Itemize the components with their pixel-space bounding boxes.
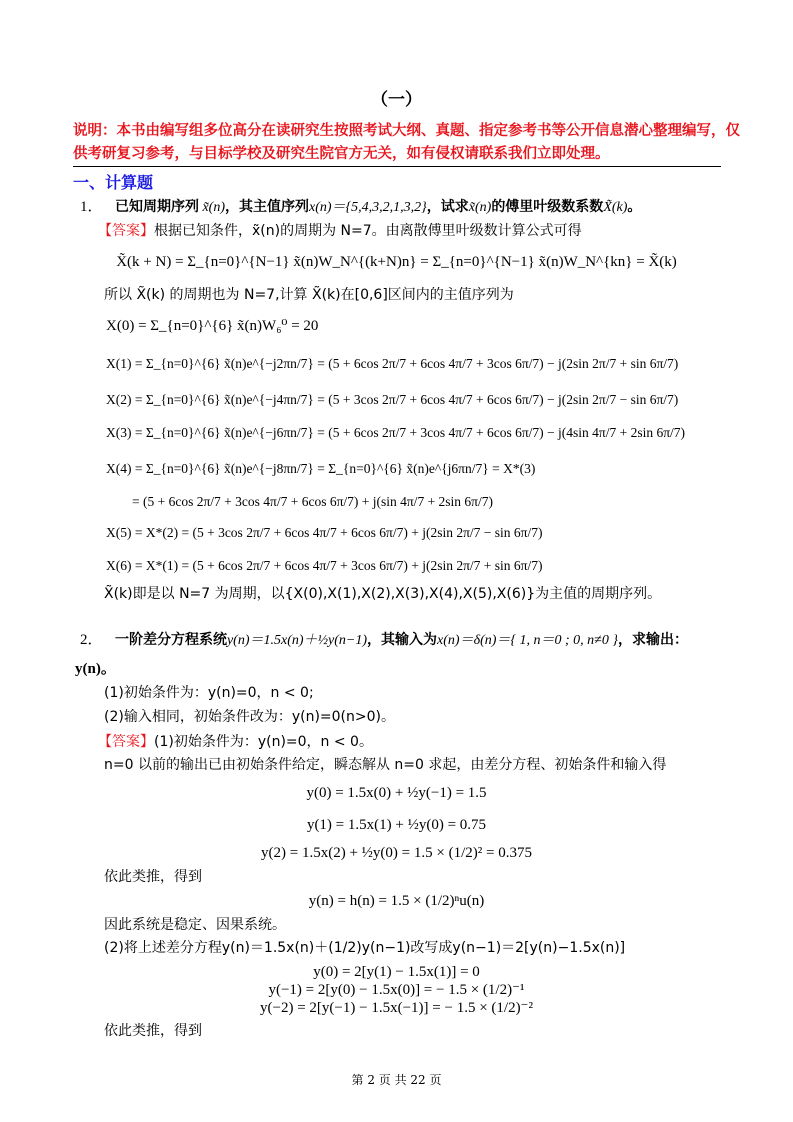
- answer-tag: 【答案】: [98, 223, 154, 239]
- answer-text: (1)初始条件为：y(n)=0，n < 0。: [154, 734, 373, 750]
- q2-text: ，其输入为: [367, 632, 438, 648]
- q1-math: x̃(n): [198, 200, 226, 215]
- equation: y(1) = 1.5x(1) + ½y(0) = 0.75: [306, 817, 487, 833]
- equation: y(−2) = 2[y(−1) − 1.5x(−1)] = − 1.5 × (1/2)⁻²: [260, 1000, 533, 1016]
- paragraph: n=0 以前的输出已由初始条件给定，瞬态解从 n=0 求起，由差分方程、初始条件和输入得: [104, 757, 667, 773]
- q1-text: ，试求: [426, 199, 469, 215]
- paragraph: (2)将上述差分方程y(n)＝1.5x(n)＋(1/2)y(n−1)改写成y(n−1)＝2[y(n)−1.5x(n)]: [104, 940, 626, 956]
- question-1: [80, 197, 641, 218]
- equation: X(5) = X*(2) = (5 + 3cos 2π/7 + 6cos 4π/7 + 6cos 6π/7) + j(2sin 2π/7 − sin 6π/7): [106, 525, 543, 540]
- section-heading: 一、计算题: [73, 173, 154, 192]
- paragraph: X̃(k)即是以 N=7 为周期，以{X(0),X(1),X(2),X(3),X(4),X(5),X(6)}为主值的周期序列。: [104, 586, 662, 602]
- equation: y(n) = h(n) = 1.5 × (1/2)ⁿu(n): [308, 893, 485, 909]
- paragraph: (1)初始条件为：y(n)=0，n < 0;: [104, 685, 314, 701]
- page-title: （一）: [371, 90, 422, 110]
- equation: X(3) = Σ_{n=0}^{6} x̃(n)e^{−j6πn/7} = (5 + 6cos 2π/7 + 3cos 4π/7 + 6cos 6π/7) − j(4sin 4π/7 + 2sin 6π/7): [106, 425, 686, 440]
- q1-answer: [98, 221, 582, 241]
- q1-math: X̃(k): [603, 200, 628, 215]
- answer-tag: 【答案】: [98, 734, 154, 750]
- paragraph: 依此类推，得到: [104, 869, 202, 885]
- notice-line-2: 供考研复习参考，与目标学校及研究生院官方无关，如有侵权请联系我们立即处理。: [73, 146, 610, 162]
- equation: = (5 + 6cos 2π/7 + 3cos 4π/7 + 6cos 6π/7) + j(sin 4π/7 + 2sin 6π/7): [132, 494, 493, 509]
- equation: X(1) = Σ_{n=0}^{6} x̃(n)e^{−j2πn/7} = (5 + 6cos 2π/7 + 6cos 4π/7 + 3cos 6π/7) − j(2sin 2π/7 + sin 6π/7): [106, 356, 679, 371]
- q2-answer: [98, 732, 373, 752]
- equation: X(4) = Σ_{n=0}^{6} x̃(n)e^{−j8πn/7} = Σ_{n=0}^{6} x̃(n)e^{j6πn/7} = X*(3): [106, 461, 536, 476]
- q2-text: y(n)。: [75, 661, 116, 677]
- q1-text: 。: [627, 199, 642, 215]
- paragraph: 依此类推，得到: [104, 1023, 202, 1039]
- q2-math: x(n)＝δ(n)＝{ 1, n＝0 ; 0, n≠0 }: [437, 633, 618, 648]
- question-number: 1．: [80, 199, 103, 215]
- q1-text: ，其主值序列: [225, 199, 310, 215]
- q1-math: x(n)＝{5,4,3,2,1,3,2}: [309, 200, 427, 215]
- equation: X(2) = Σ_{n=0}^{6} x̃(n)e^{−j4πn/7} = (5 + 3cos 2π/7 + 6cos 4π/7 + 6cos 6π/7) − j(2sin 2π/7 − sin 6π/7): [106, 392, 679, 407]
- q1-text: 已知周期序列: [114, 199, 199, 215]
- paragraph: 所以 X̃(k) 的周期也为 N=7,计算 X̃(k)在[0,6]区间内的主值序列为: [104, 287, 514, 303]
- equation: X(0) = Σ_{n=0}^{6} x̃(n)W₆⁰ = 20: [106, 318, 319, 334]
- equation: X(6) = X*(1) = (5 + 6cos 2π/7 + 6cos 4π/7 + 3cos 6π/7) + j(2sin 2π/7 + sin 6π/7): [106, 558, 543, 573]
- equation: y(2) = 1.5x(2) + ½y(0) = 1.5 × (1/2)² = 0.375: [261, 845, 532, 861]
- paragraph: (2)输入相同，初始条件改为：y(n)=0(n>0)。: [104, 709, 395, 725]
- q2-math: y(n)＝1.5x(n)＋½y(n−1): [226, 633, 368, 648]
- divider: [73, 166, 721, 167]
- equation: X̃(k + N) = Σ_{n=0}^{N−1} x̃(n)W_N^{(k+N)n} = Σ_{n=0}^{N−1} x̃(n)W_N^{kn} = X̃(k): [116, 254, 677, 270]
- q1-text: 的傅里叶级数系数: [491, 199, 604, 215]
- notice-line-1: 说明：本书由编写组多位高分在读研究生按照考试大纲、真题、指定参考书等公开信息潜心整理编写，仅: [73, 123, 740, 139]
- equation: y(0) = 2[y(1) − 1.5x(1)] = 0: [313, 964, 480, 980]
- q2-text: 一阶差分方程系统: [114, 632, 227, 648]
- q2-text: ，求输出：: [617, 632, 688, 648]
- question-number: 2．: [80, 632, 103, 648]
- equation: y(−1) = 2[y(0) − 1.5x(0)] = − 1.5 × (1/2)⁻¹: [268, 982, 525, 998]
- q1-math: x̃(n): [468, 200, 492, 215]
- answer-text: 根据已知条件，x̃(n)的周期为 N=7。由离散傅里叶级数计算公式可得: [154, 223, 582, 239]
- paragraph: 因此系统是稳定、因果系统。: [104, 917, 286, 933]
- question-2: [80, 630, 688, 651]
- page-footer: 第 2 页 共 22 页: [351, 1073, 442, 1087]
- equation: y(0) = 1.5x(0) + ½y(−1) = 1.5: [306, 785, 487, 801]
